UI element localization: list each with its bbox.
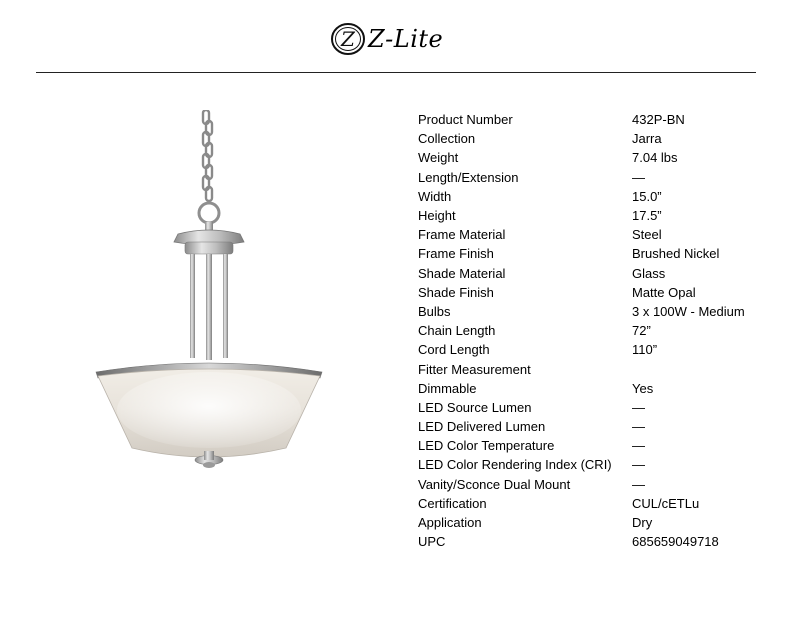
spec-label: Bulbs bbox=[418, 303, 451, 319]
spec-label: LED Delivered Lumen bbox=[418, 419, 546, 435]
spec-label: Shade Material bbox=[418, 265, 506, 281]
spec-label: Application bbox=[418, 515, 482, 531]
spec-value: 17.5” bbox=[632, 208, 662, 224]
spec-row bbox=[418, 494, 778, 513]
spec-value: 7.04 lbs bbox=[632, 150, 678, 166]
spec-value: — bbox=[632, 399, 645, 415]
spec-value: Glass bbox=[632, 265, 666, 281]
spec-value: 3 x 100W - Medium bbox=[632, 303, 745, 319]
spec-label: Shade Finish bbox=[418, 284, 494, 300]
spec-row bbox=[418, 513, 778, 532]
z-lite-logo-mark bbox=[330, 21, 366, 57]
pendant-light-image bbox=[92, 110, 328, 476]
spec-table bbox=[418, 110, 778, 551]
spec-value: Matte Opal bbox=[632, 284, 696, 300]
spec-value: — bbox=[632, 169, 645, 185]
spec-value: 685659049718 bbox=[632, 534, 719, 550]
spec-row bbox=[418, 321, 778, 340]
spec-row bbox=[418, 129, 778, 148]
spec-label: Frame Finish bbox=[418, 246, 494, 262]
spec-label: LED Color Temperature bbox=[418, 438, 555, 454]
spec-value: Jarra bbox=[632, 131, 662, 147]
spec-row bbox=[418, 264, 778, 283]
brand-name: Z-Lite bbox=[368, 25, 444, 53]
spec-row bbox=[418, 168, 778, 187]
spec-value: — bbox=[632, 457, 645, 473]
spec-row bbox=[418, 436, 778, 455]
spec-value: 432P-BN bbox=[632, 112, 685, 128]
spec-row bbox=[418, 187, 778, 206]
spec-value: Steel bbox=[632, 227, 662, 243]
spec-row bbox=[418, 340, 778, 359]
spec-label: Fitter Measurement bbox=[418, 361, 531, 377]
spec-row bbox=[418, 475, 778, 494]
spec-row bbox=[418, 359, 778, 378]
spec-row bbox=[418, 417, 778, 436]
spec-label: Weight bbox=[418, 150, 459, 166]
spec-value: 72” bbox=[632, 323, 651, 339]
spec-row bbox=[418, 398, 778, 417]
spec-value: Dry bbox=[632, 515, 653, 531]
spec-label: UPC bbox=[418, 534, 446, 550]
svg-text:Z: Z bbox=[341, 27, 355, 51]
spec-value: — bbox=[632, 438, 645, 454]
spec-row bbox=[418, 206, 778, 225]
spec-label: Vanity/Sconce Dual Mount bbox=[418, 476, 571, 492]
brand-logo bbox=[330, 18, 470, 60]
spec-label: Height bbox=[418, 208, 456, 224]
spec-label: LED Source Lumen bbox=[418, 399, 532, 415]
spec-value: 15.0” bbox=[632, 188, 662, 204]
spec-row bbox=[418, 532, 778, 551]
spec-value: — bbox=[632, 476, 645, 492]
spec-label: LED Color Rendering Index (CRI) bbox=[418, 457, 612, 473]
spec-label: Product Number bbox=[418, 112, 513, 128]
header-divider bbox=[36, 72, 756, 73]
spec-label: Cord Length bbox=[418, 342, 490, 358]
spec-value: Brushed Nickel bbox=[632, 246, 720, 262]
spec-label: Certification bbox=[418, 495, 487, 511]
spec-value: 110” bbox=[632, 342, 658, 358]
spec-value: — bbox=[632, 419, 645, 435]
spec-label: Chain Length bbox=[418, 323, 496, 339]
spec-label: Length/Extension bbox=[418, 169, 519, 185]
spec-label: Frame Material bbox=[418, 227, 506, 243]
spec-row bbox=[418, 302, 778, 321]
spec-row bbox=[418, 110, 778, 129]
spec-row bbox=[418, 379, 778, 398]
spec-row bbox=[418, 455, 778, 474]
spec-label: Width bbox=[418, 188, 452, 204]
spec-label: Collection bbox=[418, 131, 476, 147]
spec-label: Dimmable bbox=[418, 380, 477, 396]
spec-row bbox=[418, 244, 778, 263]
spec-row bbox=[418, 148, 778, 167]
spec-value: CUL/cETLu bbox=[632, 495, 700, 511]
spec-row bbox=[418, 283, 778, 302]
spec-value: Yes bbox=[632, 380, 654, 396]
spec-row bbox=[418, 225, 778, 244]
